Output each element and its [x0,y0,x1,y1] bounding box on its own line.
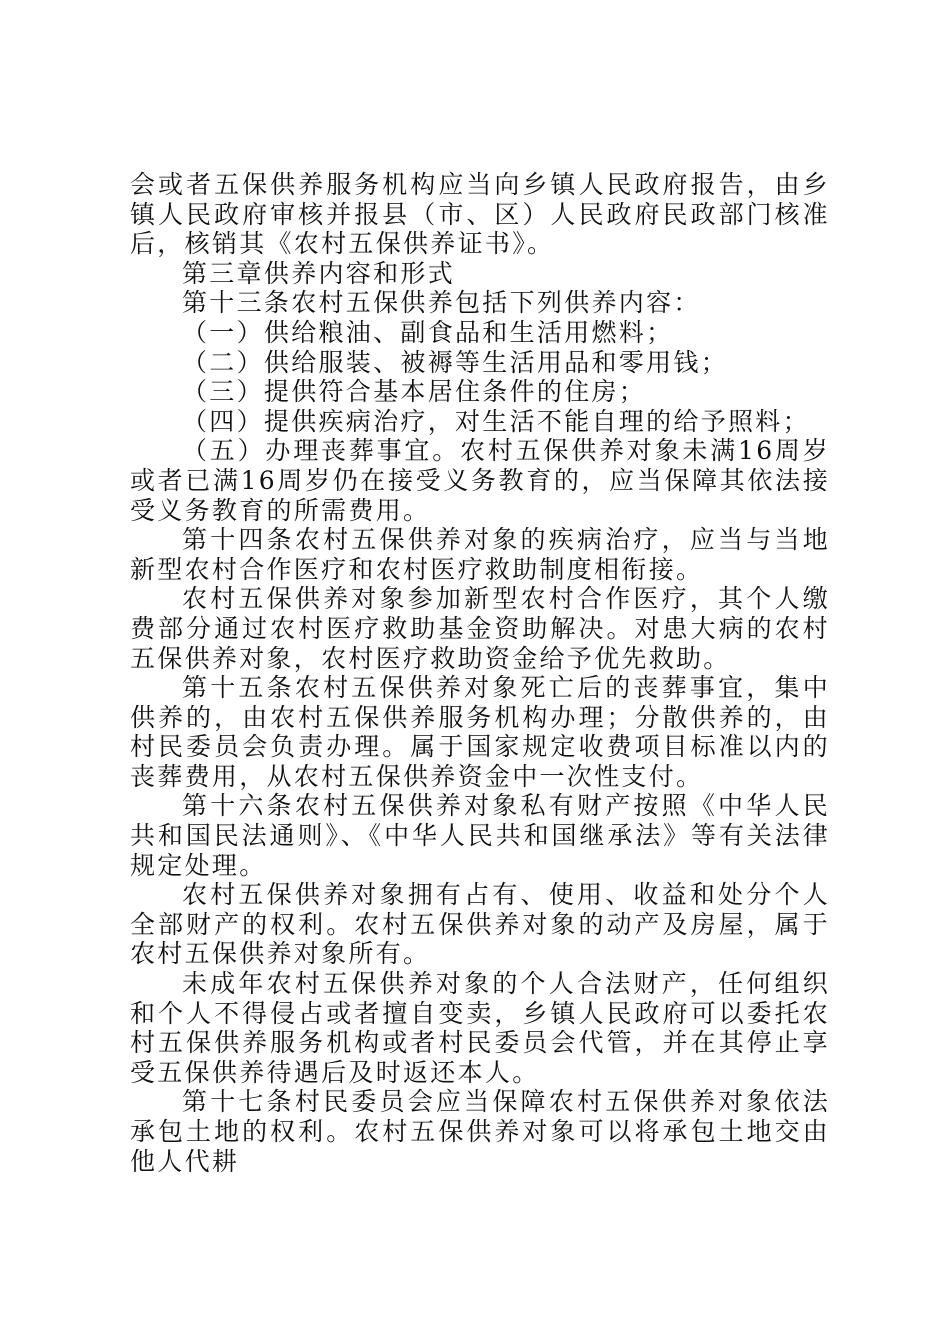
article-14: 第十四条农村五保供养对象的疾病治疗，应当与当地新型农村合作医疗和农村医疗救助制度相衔接。 [130,525,830,584]
article-16: 第十六条农村五保供养对象私有财产按照《中华人民共和国民法通则》、《中华人民共和国继承法》等有关法律规定处理。 [130,791,830,880]
paragraph: 未成年农村五保供养对象的个人合法财产，任何组织和个人不得侵占或者擅自变卖，乡镇人民政府可以委托农村五保供养服务机构或者村民委员会代管，并在其停止享受五保供养待遇后及时返还本人。 [130,969,830,1087]
paragraph: 农村五保供养对象拥有占有、使用、收益和处分个人全部财产的权利。农村五保供养对象的动产及房屋，属于农村五保供养对象所有。 [130,880,830,969]
paragraph: 会或者五保供养服务机构应当向乡镇人民政府报告，由乡镇人民政府审核并报县（市、区）人民政府民政部门核准后，核销其《农村五保供养证书》。 [130,170,830,259]
paragraph: 农村五保供养对象参加新型农村合作医疗，其个人缴费部分通过农村医疗救助基金资助解决。对患大病的农村五保供养对象，农村医疗救助资金给予优先救助。 [130,584,830,673]
list-item: （四）提供疾病治疗，对生活不能自理的给予照料； [182,406,810,436]
article-17: 第十七条村民委员会应当保障农村五保供养对象依法承包土地的权利。农村五保供养对象可以将承包土地交由他人代耕 [130,1087,830,1176]
list-item: （二）供给服装、被褥等生活用品和零用钱； [182,347,729,377]
article-13: 第十三条农村五保供养包括下列供养内容： [182,288,701,318]
list-item: （一）供给粮油、副食品和生活用燃料； [182,317,674,347]
list-item: （三）提供符合基本居住条件的住房； [182,377,647,407]
document-body [130,170,830,1176]
list-item: （五）办理丧葬事宜。农村五保供养对象未满16周岁或者已满16周岁仍在接受义务教育的，应当保障其依法接受义务教育的所需费用。 [130,436,830,525]
article-15: 第十五条农村五保供养对象死亡后的丧葬事宜，集中供养的，由农村五保供养服务机构办理；分散供养的，由村民委员会负责办理。属于国家规定收费项目标准以内的丧葬费用，从农村五保供养资金中一次性支付。 [130,673,830,791]
chapter-heading: 第三章供养内容和形式 [182,258,456,288]
